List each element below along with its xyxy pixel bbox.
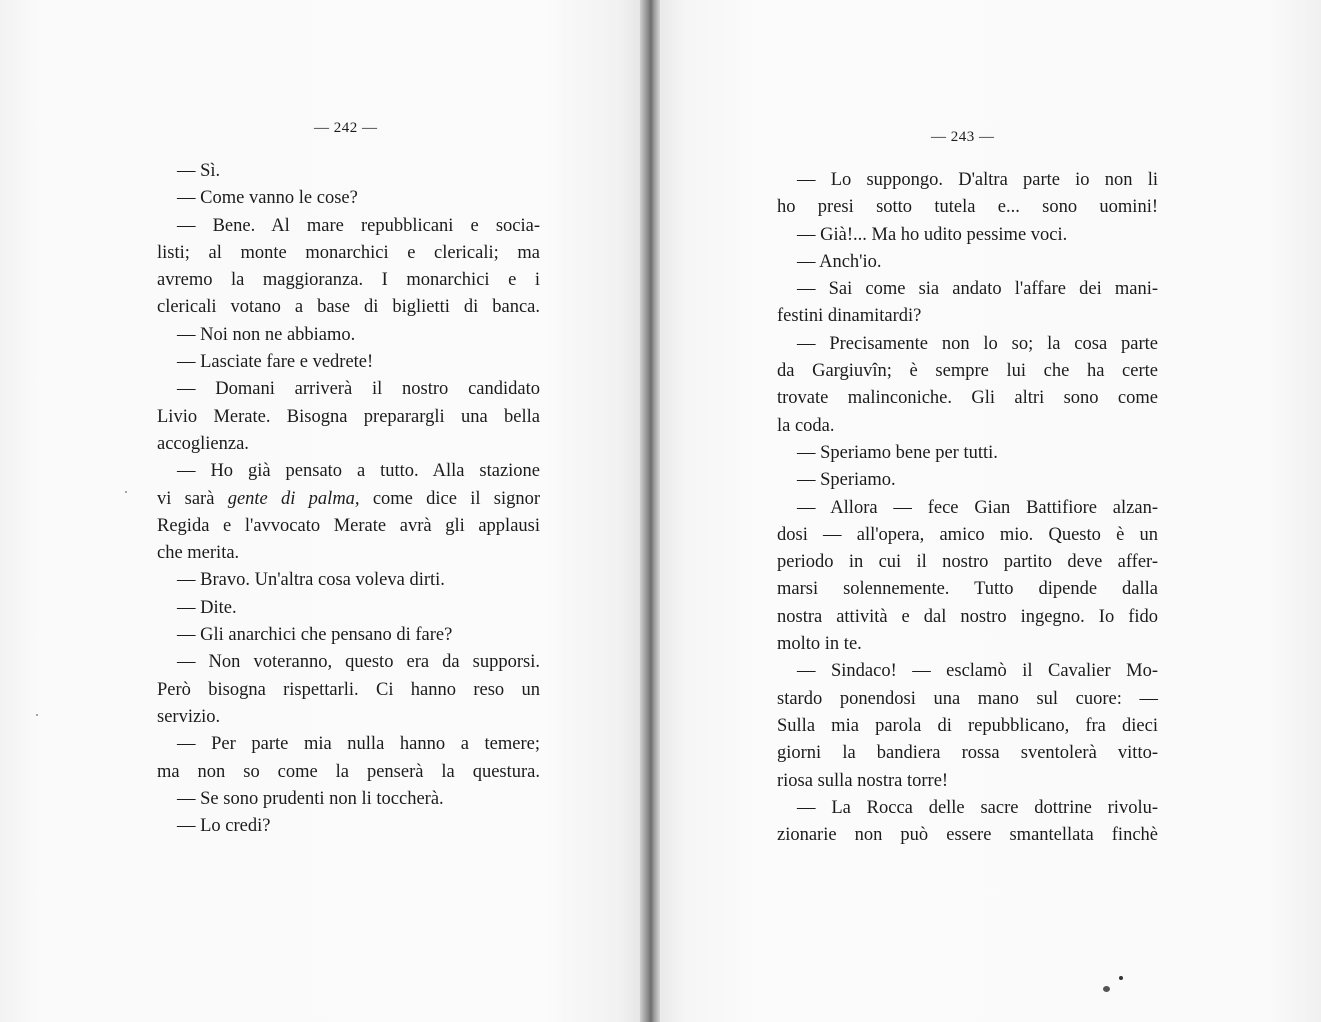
text-line: — Non voteranno, questo era da supporsi. <box>177 652 540 673</box>
text-line: — Allora — fece Gian Battifiore alzan- <box>797 497 1158 518</box>
text-line: giorni la bandiera rossa sventolerà vitto- <box>777 743 1158 764</box>
text-line: periodo in cui il nostro partito deve affer- <box>777 552 1158 573</box>
text-line: trovate malinconiche. Gli altri sono come <box>777 388 1158 409</box>
text-line: — Anch'io. <box>797 251 882 272</box>
ink-speck <box>1119 976 1123 980</box>
text-line: — Lasciate fare e vedrete! <box>177 352 374 373</box>
text-line: — Ho già pensato a tutto. Alla stazione <box>177 461 540 482</box>
text-line: marsi solennemente. Tutto dipende dalla <box>777 579 1158 600</box>
page-number-right: — 243 — <box>931 129 995 145</box>
text-line: stardo ponendosi una mano sul cuore: — <box>777 688 1158 709</box>
text-line: — Lo credi? <box>177 816 271 837</box>
text-line: — Come vanno le cose? <box>177 188 358 209</box>
left-page-text <box>157 158 540 840</box>
text-segment: come dice il signor <box>372 488 541 509</box>
text-line: Livio Merate. Bisogna preparargli una bella <box>157 406 540 427</box>
text-line: festini dinamitardi? <box>777 306 922 327</box>
ink-speck <box>125 491 127 493</box>
text-line: — Noi non ne abbiamo. <box>177 324 356 345</box>
page-number-left: — 242 — <box>314 120 378 136</box>
text-line: — Bene. Al mare repubblicani e socia- <box>177 215 540 236</box>
text-line: — Dite. <box>177 597 237 618</box>
book-gutter <box>640 0 660 1022</box>
text-line: Regida e l'avvocato Merate avrà gli applausi <box>157 515 540 536</box>
text-line: listi; al monte monarchici e clericali; ma <box>157 242 540 263</box>
text-line: — Speriamo bene per tutti. <box>797 442 998 463</box>
text-line: — Precisamente non lo so; la cosa parte <box>797 333 1158 354</box>
text-line: — Sì. <box>177 161 221 181</box>
text-line: che merita. <box>157 543 240 564</box>
text-line: — Gli anarchici che pensano di fare? <box>177 625 453 646</box>
text-line: ho presi sotto tutela e... sono uomini! <box>777 197 1158 218</box>
text-line: — Già!... Ma ho udito pessime voci. <box>797 224 1068 245</box>
ink-speck <box>1103 986 1110 992</box>
left-page <box>0 0 640 1022</box>
right-page-text <box>777 167 1158 849</box>
text-line: — Se sono prudenti non li toccherà. <box>177 788 444 809</box>
text-line: — Sai come sia andato l'affare dei mani- <box>797 279 1158 300</box>
text-line: Sulla mia parola di repubblicano, fra dieci <box>777 715 1158 736</box>
text-line: zionarie non può essere smantellata finchè <box>777 825 1158 846</box>
text-line: Però bisogna rispettarli. Ci hanno reso un <box>157 679 540 700</box>
italic-phrase: gente di palma, <box>227 488 360 509</box>
text-line: da Gargiuvîn; è sempre lui che ha certe <box>777 361 1158 382</box>
text-line: accoglienza. <box>157 433 249 454</box>
text-line: molto in te. <box>777 634 862 655</box>
text-line: nostra attività e dal nostro ingegno. Io fido <box>777 606 1158 627</box>
text-line: — Bravo. Un'altra cosa voleva dirti. <box>177 570 445 591</box>
text-line: — Lo suppongo. D'altra parte io non li <box>797 170 1158 190</box>
text-line: dosi — all'opera, amico mio. Questo è un <box>777 524 1158 545</box>
ink-speck <box>36 714 38 716</box>
text-line: riosa sulla nostra torre! <box>777 770 949 791</box>
text-line: clericali votano a base di biglietti di banca. <box>157 297 540 318</box>
text-line: ma non so come la penserà la questura. <box>157 761 540 782</box>
text-line: — Sindaco! — esclamò il Cavalier Mo- <box>797 661 1158 682</box>
text-line: avremo la maggioranza. I monarchici e i <box>157 270 540 291</box>
text-line: servizio. <box>157 706 221 727</box>
text-line: — Speriamo. <box>797 470 896 491</box>
text-segment: vi sarà <box>157 488 215 509</box>
text-line <box>157 486 540 513</box>
text-line: — La Rocca delle sacre dottrine rivolu- <box>797 797 1158 818</box>
text-line: — Per parte mia nulla hanno a temere; <box>177 734 540 755</box>
text-line: la coda. <box>777 415 835 436</box>
text-line: — Domani arriverà il nostro candidato <box>177 379 540 400</box>
